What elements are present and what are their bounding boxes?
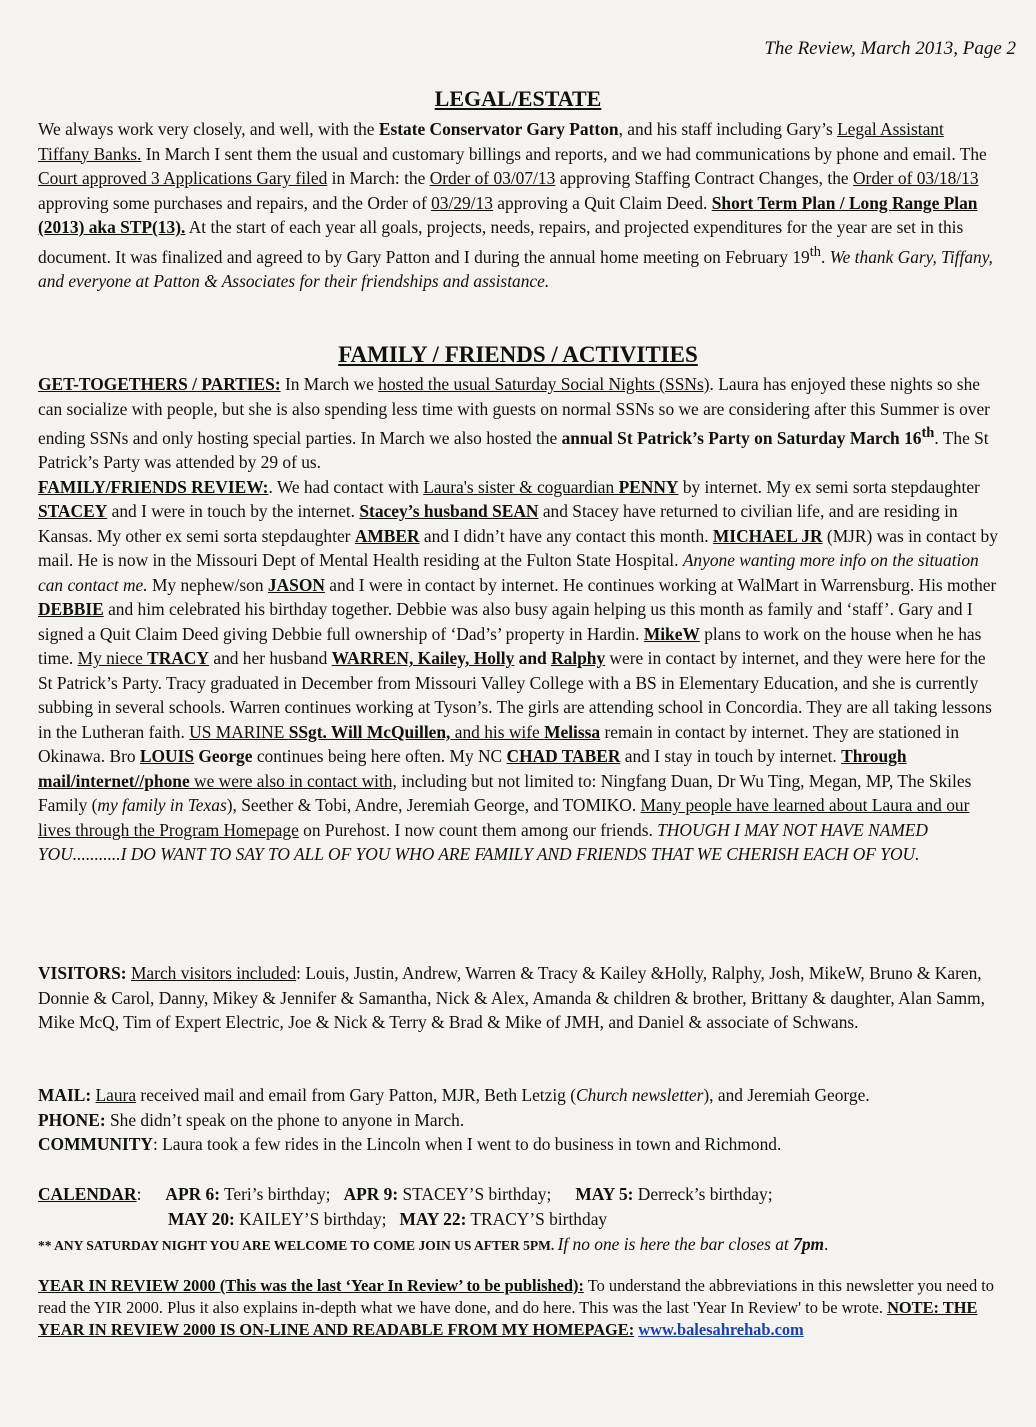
fam-f14: Stacey’s husband SEAN <box>359 501 539 522</box>
calendar-block <box>38 1182 998 1231</box>
fam-f48: my family in Texas <box>97 795 227 816</box>
legal-s17: We thank Gary, Tiffany, and everyone at Patton & Associates for their friendships and assistance. <box>38 246 993 291</box>
fam-f43: CHAD TABER <box>506 746 621 767</box>
mail-t1: received mail and email from Gary Patton, MJR, Beth Letzig ( <box>136 1085 577 1105</box>
visitors-text: : Louis, Justin, Andrew, Warren & Tracy & Kailey &Holly, Ralphy, Josh, MikeW, Bruno & Karen, Donnie & Carol, Danny, Mikey & Jennifer & Samantha, Nick & Alex, Amanda & children & brother, Brittany & daughter, Alan Samm, Mike McQ, Tim of Expert Electric, Joe & Nick & Terry & Brad & Mike of JMH, and Daniel & associate of Schwans. <box>38 963 986 1032</box>
fam-f13: and I were in touch by the internet. <box>107 501 360 522</box>
notice-t4: . <box>824 1234 829 1254</box>
legal-s14: Short Term Plan / Long Range Plan (2013) aka STP(13). <box>38 192 978 237</box>
fam-f51: on Purehost. I now count them among our friends. <box>298 819 658 840</box>
legal-s6: Court approved 3 Applications Gary filed <box>38 168 328 188</box>
fam-f20: Anyone wanting more info on the situation can contact me. <box>38 550 979 595</box>
fam-f1: GET-TOGETHERS / PARTIES: <box>38 374 281 394</box>
fam-f41: George <box>194 746 253 767</box>
legal-s1: We always work very closely, and well, with the <box>38 119 379 139</box>
fam-f16: AMBER <box>354 525 420 546</box>
cal-e1-text: Teri’s birthday; <box>219 1184 331 1204</box>
fam-f26: MikeW <box>643 623 700 644</box>
legal-s16: . <box>821 246 830 267</box>
notice-t3: 7pm <box>793 1234 825 1254</box>
fam-f42: continues being here often. My NC <box>252 746 507 767</box>
cal-e5-date: MAY 22: <box>399 1208 467 1229</box>
fam-f30: and her husband <box>209 648 332 669</box>
cal-e4-date: MAY 20: <box>168 1208 235 1229</box>
fam-f3: hosted the usual Saturday Social Nights (SSNs) <box>378 374 710 394</box>
calendar-label: CALENDAR <box>38 1184 137 1204</box>
fam-f38: Melissa <box>544 721 601 742</box>
legal-s3: , and his staff including Gary’s <box>618 119 838 139</box>
fam-f11: by internet. My ex semi sorta stepdaughter <box>678 476 980 497</box>
legal-s13: approving a Quit Claim Deed. <box>492 192 712 213</box>
legal-s15-sup: th <box>809 243 822 260</box>
legal-s7: in March: the <box>327 168 430 188</box>
fam-f12: STACEY <box>38 501 108 522</box>
homepage-link[interactable]: www.balesahrehab.com <box>638 1320 804 1339</box>
fam-f40: LOUIS <box>139 746 195 767</box>
community-label: COMMUNITY <box>38 1134 153 1154</box>
legal-s11: approving some purchases and repairs, and the Order of <box>38 192 432 213</box>
fam-f37: and his wife <box>450 721 545 742</box>
legal-s12: 03/29/13 <box>431 192 493 213</box>
fam-f8: . We had contact with <box>268 476 424 497</box>
visitors-paragraph <box>38 961 998 1035</box>
page-header: The Review, March 2013, Page 2 <box>764 38 1016 59</box>
cal-e2-text: STACEY’S birthday; <box>398 1184 552 1204</box>
fam-f36: SSgt. Will McQuillen, <box>288 721 451 742</box>
saturday-notice <box>38 1232 998 1259</box>
fam-f6: . The St Patrick’s Party was attended by 29 of us. <box>38 427 989 473</box>
fam-f18: MICHAEL JR <box>712 525 823 546</box>
fam-f15: and Stacey have returned to civilian life, and are residing in Kansas. My other ex semi sorta stepdaughter <box>38 501 958 546</box>
mail-label: MAIL: <box>38 1085 92 1105</box>
yir-t2: NOTE: THE YEAR IN REVIEW 2000 IS ON-LINE AND READABLE FROM MY HOMEPAGE: <box>38 1298 978 1339</box>
mail-phone-community <box>38 1083 998 1157</box>
phone-text: She didn’t speak on the phone to anyone in March. <box>105 1109 465 1130</box>
fam-f17: and I didn’t have any contact this month. <box>419 525 713 546</box>
legal-s4: Legal Assistant Tiffany Banks. <box>38 119 944 164</box>
year-in-review-paragraph <box>38 1275 998 1341</box>
mail-t2: Church newsletter <box>576 1085 704 1105</box>
legal-s5: In March I sent them the usual and customary billings and reports, and we had communications by phone and email. The <box>141 143 987 164</box>
visitors-lead: March visitors included <box>130 963 297 983</box>
fam-f34: were in contact by internet, and they were here for the St Patrick’s Party. Tracy graduated in December from Missouri Valley College with a BS in Elementary Education, and she is currently subbing in several schools. Warren continues working at Tyson’s. The girls are attending school in Concordia. They are all taking lessons in the Lutheran faith. <box>38 648 992 742</box>
fam-f52: THOUGH I MAY NOT HAVE NAMED YOU...........I DO WANT TO SAY TO ALL OF YOU WHO ARE FAMILY AND FRIENDS THAT WE CHERISH EACH OF YOU. <box>38 819 928 865</box>
legal-s2: Estate Conservator Gary Patton <box>378 119 619 139</box>
fam-f47: including but not limited to: Ningfang Duan, Dr Wu Ting, Megan, MP, The Skiles Family ( <box>38 770 972 816</box>
fam-f5-sup: th <box>921 425 935 441</box>
fam-f45: Through mail/internet//phone <box>38 746 907 791</box>
mail-t3: ), and Jeremiah George. <box>703 1085 870 1105</box>
fam-f32: and <box>514 648 552 669</box>
fam-f33: Ralphy <box>551 648 606 669</box>
fam-f46: we were also in contact with, <box>189 770 397 791</box>
fam-f22: JASON <box>267 574 325 595</box>
cal-e3-date: MAY 5: <box>575 1184 634 1204</box>
notice-t1: ** ANY SATURDAY NIGHT YOU ARE WELCOME TO COME JOIN US AFTER 5PM. <box>38 1238 558 1253</box>
family-paragraph <box>38 372 998 867</box>
fam-f23: and I were in contact by internet. He continues working at WalMart in Warrensburg. His mother <box>324 574 997 595</box>
fam-f27: plans to work on the house when he has time. <box>38 623 982 669</box>
mail-laura: Laura <box>95 1085 137 1105</box>
fam-f35: US MARINE <box>189 721 289 742</box>
legal-estate-paragraph <box>38 117 998 293</box>
community-text: : Laura took a few rides in the Lincoln when I went to do business in town and Richmond. <box>152 1134 782 1154</box>
fam-f19: (MJR) was in contact by mail. He is now in the Missouri Dept of Mental Health residing at the Fulton State Hospital. <box>38 525 998 571</box>
fam-f9: Laura's sister & coguardian <box>423 476 619 497</box>
fam-f31: WARREN, Kailey, Holly <box>331 648 515 669</box>
cal-e2-date: APR 9: <box>343 1184 399 1204</box>
yir-label: YEAR IN REVIEW 2000 (This was the last ‘Year In Review’ to be published): <box>38 1276 584 1295</box>
fam-f44: and I stay in touch by internet. <box>620 746 842 767</box>
yir-t1: To understand the abbreviations in this newsletter you need to read the YIR 2000. Plus it also explains in-depth what we have done, and do here. This was the last 'Year In Review' to be wrote. <box>38 1276 994 1317</box>
fam-f39: remain in contact by internet. They are stationed in Okinawa. Bro <box>38 721 960 767</box>
legal-s9: approving Staffing Contract Changes, the <box>555 168 853 188</box>
phone-label: PHONE: <box>38 1109 106 1130</box>
fam-f2: In March we <box>280 374 379 394</box>
fam-f4: . Laura has enjoyed these nights so she can socialize with people, but she is also spending less time with guests on normal SSNs so we are considering after this Summer is over ending SSNs and only hosting special parties. In March we also hosted the <box>38 374 990 448</box>
fam-f10: PENNY <box>618 476 679 497</box>
legal-estate-title: LEGAL/ESTATE <box>434 86 602 111</box>
fam-f49: ), Seether & Tobi, Andre, Jeremiah George, and TOMIKO. <box>226 795 641 816</box>
cal-e3-text: Derreck’s birthday; <box>633 1184 773 1204</box>
legal-s10: Order of 03/18/13 <box>852 168 979 188</box>
visitors-label: VISITORS: <box>38 963 127 983</box>
fam-f29: TRACY <box>147 648 209 669</box>
calendar-colon: : <box>136 1184 142 1204</box>
notice-t2: If no one is here the bar closes at <box>557 1234 794 1254</box>
cal-e1-date: APR 6: <box>165 1184 220 1204</box>
legal-s8: Order of 03/07/13 <box>429 168 556 188</box>
fam-f5: annual St Patrick’s Party on Saturday March 16 <box>561 427 922 448</box>
fam-f50: Many people have learned about Laura and our lives through the Program Homepage <box>38 795 970 840</box>
fam-f25: and him celebrated his birthday together. Debbie was also busy again helping us this month as family and ‘staff’. Gary and I signed a Quit Claim Deed giving Debbie full ownership of ‘Dad’s’ property in Hardin. <box>38 599 973 644</box>
fam-f7: FAMILY/FRIENDS REVIEW: <box>38 476 269 497</box>
fam-f21: My nephew/son <box>147 574 268 595</box>
legal-s15: At the start of each year all goals, projects, needs, repairs, and projected expenditures for the year are set in this document. It was finalized and agreed to by Gary Patton and I during the annual home meeting on February 19 <box>38 217 964 267</box>
family-friends-title: FAMILY / FRIENDS / ACTIVITIES <box>338 342 698 367</box>
cal-e5-text: TRACY’S birthday <box>466 1208 608 1229</box>
fam-f28: My niece <box>77 648 148 669</box>
fam-f24: DEBBIE <box>38 599 104 620</box>
cal-e4-text: KAILEY’S birthday; <box>234 1208 387 1229</box>
